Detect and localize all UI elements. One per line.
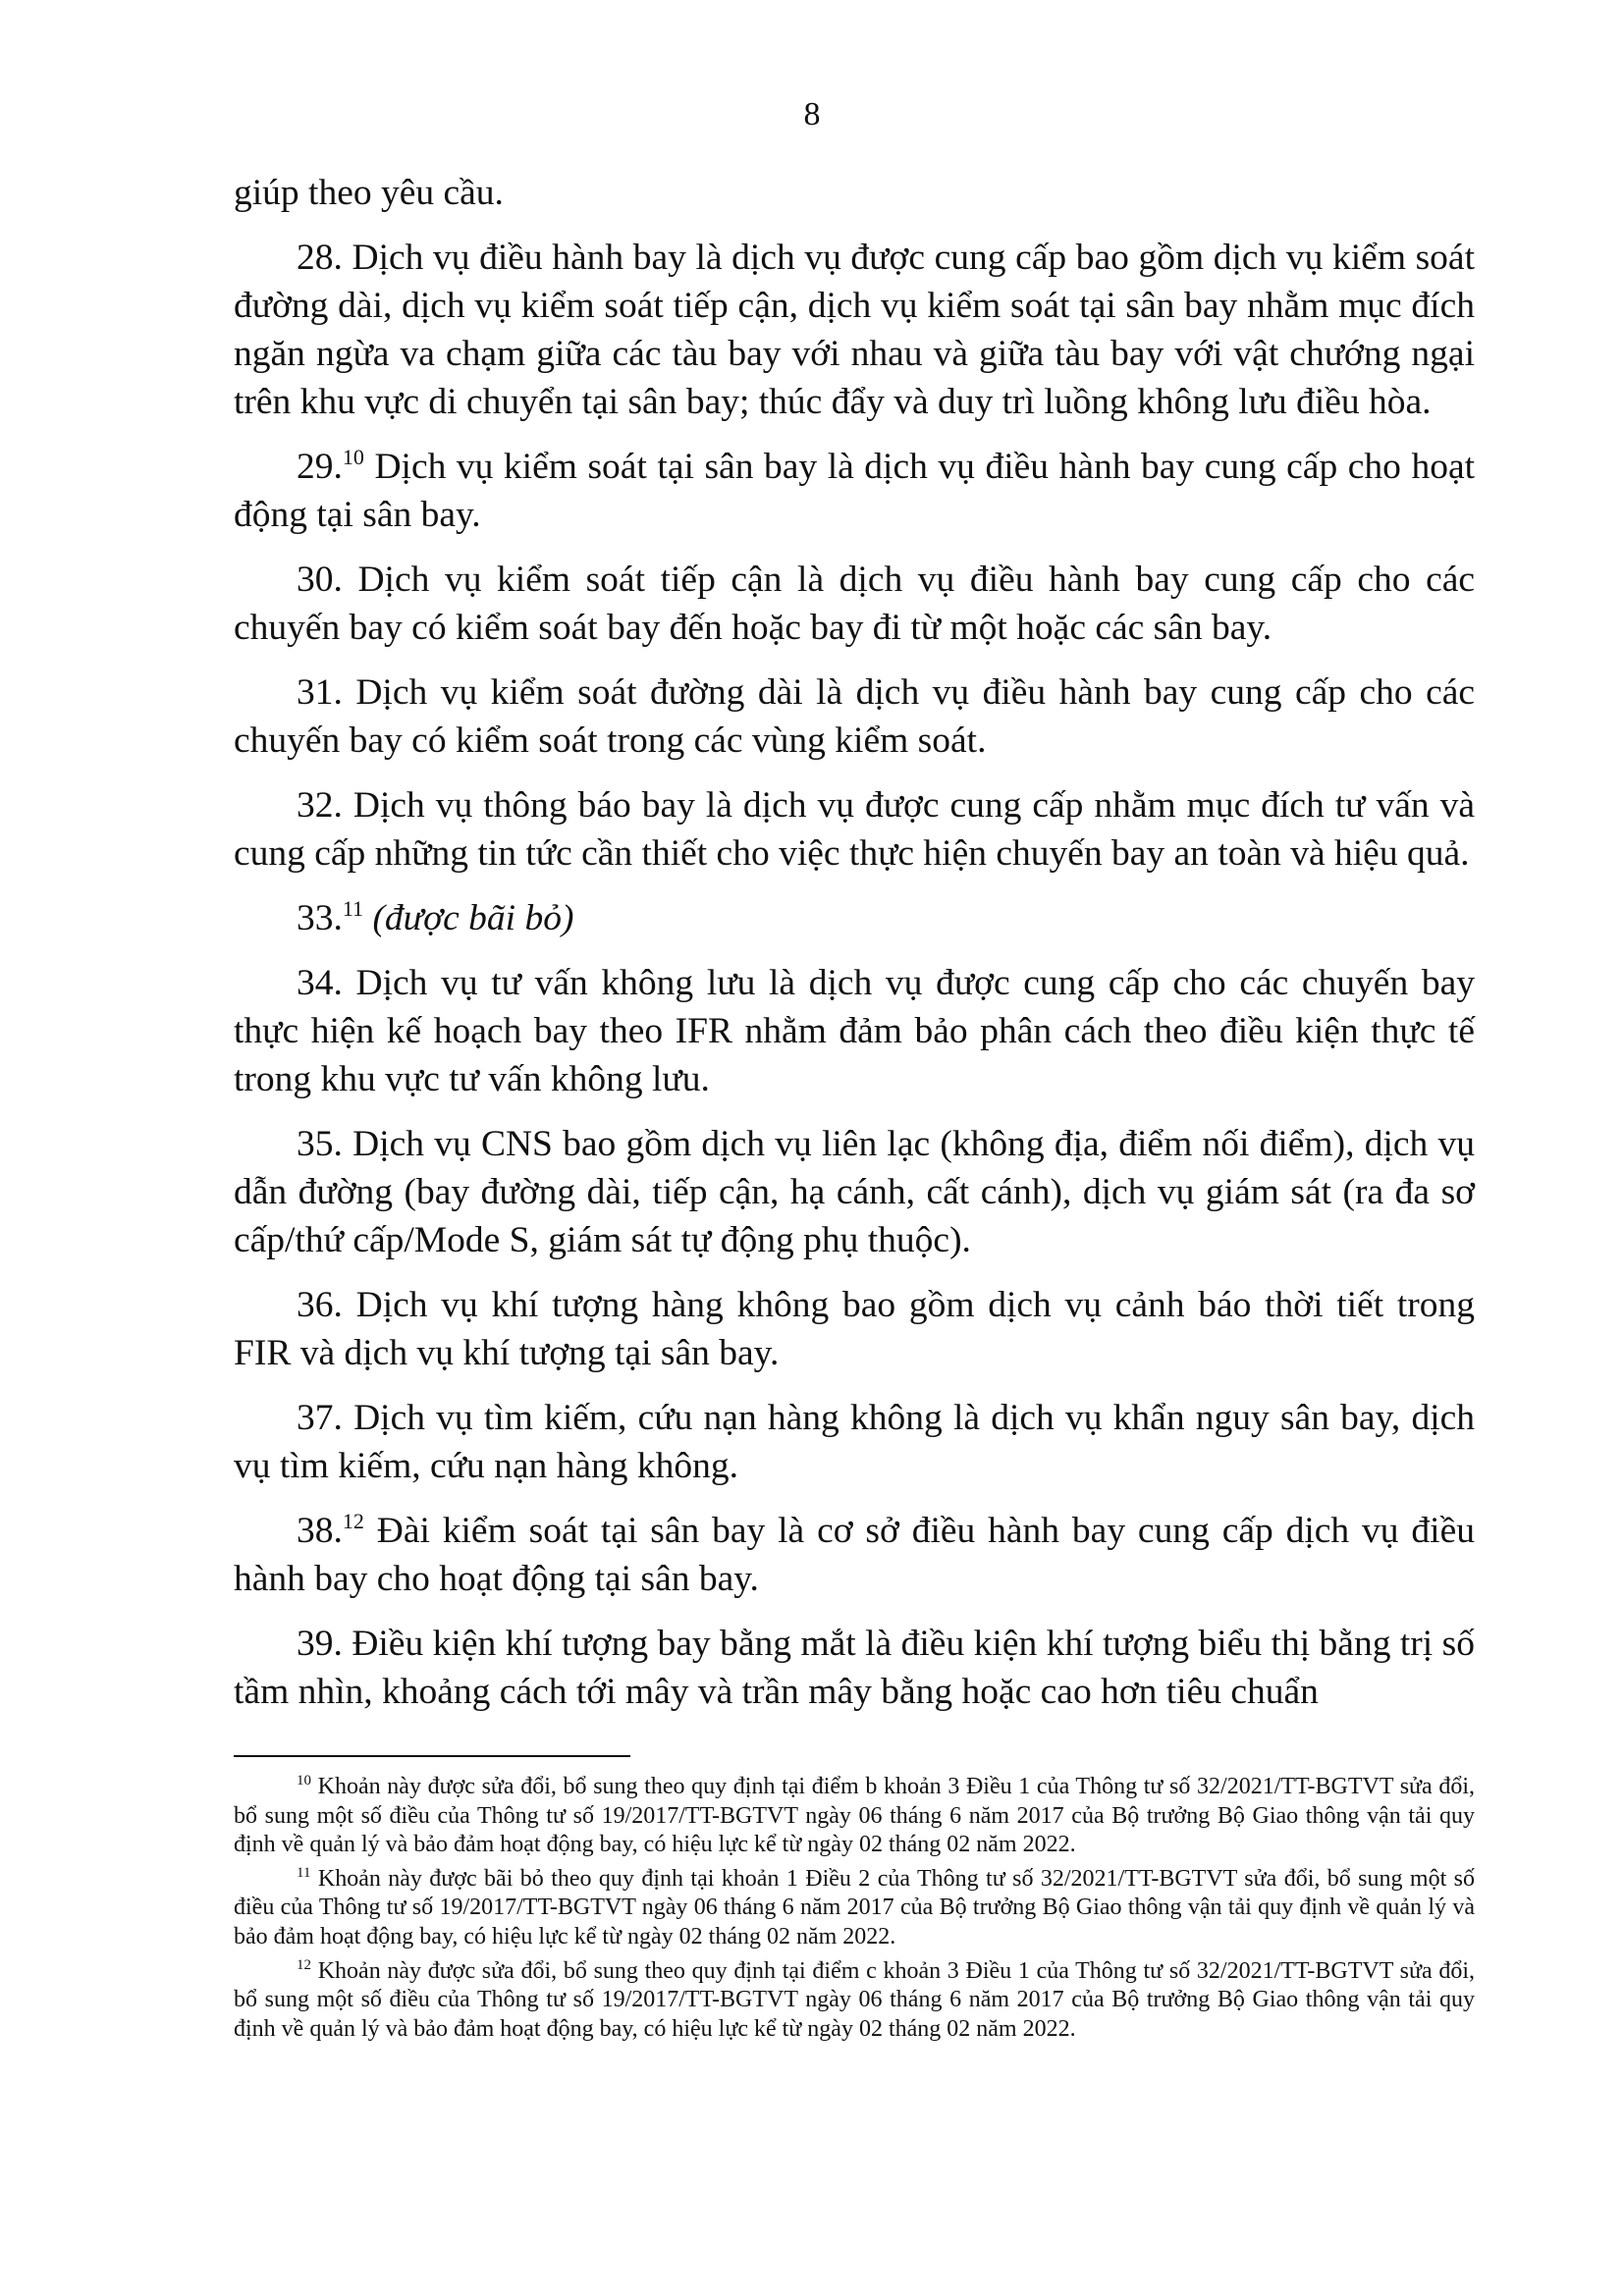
paragraph-number: 28.	[297, 238, 343, 278]
paragraph	[234, 1507, 1475, 1603]
paragraph-number: 35.	[297, 1124, 343, 1164]
footnote-separator	[234, 1755, 630, 1757]
footnote-mark: 11	[297, 1864, 311, 1881]
paragraph	[234, 959, 1475, 1103]
footnote-reference: 10	[342, 445, 364, 469]
paragraph-number: 32.	[297, 785, 343, 826]
paragraph-text: Dịch vụ khí tượng hàng không bao gồm dịch vụ cảnh báo thời tiết trong FIR và dịch vụ khí tượng tại sân bay.	[234, 1285, 1476, 1373]
footnote-reference: 11	[342, 896, 364, 921]
paragraph-text: Dịch vụ tìm kiếm, cứu nạn hàng không là dịch vụ khẩn nguy sân bay, dịch vụ tìm kiếm, cứu nạn hàng không.	[234, 1398, 1476, 1486]
paragraph-text: (được bãi bỏ)	[372, 898, 574, 938]
footnote	[234, 1957, 1475, 2045]
paragraph-number: 29.	[297, 447, 343, 487]
paragraph-number: 31.	[297, 672, 343, 713]
paragraph-number: 37.	[297, 1398, 343, 1438]
document-body	[234, 169, 1475, 1733]
paragraph	[234, 1620, 1475, 1716]
paragraph	[234, 1281, 1475, 1377]
paragraph	[234, 894, 1475, 942]
paragraph	[234, 169, 1475, 217]
footnote-reference: 12	[342, 1509, 364, 1533]
footnote-mark: 12	[297, 1956, 311, 1973]
footnote	[234, 1773, 1475, 1860]
paragraph-text: Dịch vụ kiểm soát đường dài là dịch vụ điều hành bay cung cấp cho các chuyến bay có kiểm soát trong các vùng kiểm soát.	[234, 672, 1475, 761]
footnote	[234, 1865, 1475, 1952]
paragraph	[234, 781, 1475, 878]
paragraph-text: giúp theo yêu cầu.	[234, 173, 504, 213]
paragraph-text: Dịch vụ điều hành bay là dịch vụ được cung cấp bao gồm dịch vụ kiểm soát đường dài, dịch vụ kiểm soát tiếp cận, dịch vụ kiểm soát tại sân bay nhằm mục đích ngăn ngừa va chạm giữa các tàu bay với nhau và giữa tàu bay với vật chướng ngại trên khu vực di chuyển tại sân bay; thúc đẩy và duy trì luồng không lưu điều hòa.	[234, 238, 1475, 422]
paragraph-number: 39.	[297, 1624, 343, 1664]
paragraph-number: 38.	[297, 1511, 343, 1551]
paragraph-text: Dịch vụ thông báo bay là dịch vụ được cung cấp nhằm mục đích tư vấn và cung cấp những tin tức cần thiết cho việc thực hiện chuyến bay an toàn và hiệu quả.	[234, 785, 1475, 874]
paragraph-text: Dịch vụ CNS bao gồm dịch vụ liên lạc (không địa, điểm nối điểm), dịch vụ dẫn đường (bay đường dài, tiếp cận, hạ cánh, cất cánh), dịch vụ giám sát (ra đa sơ cấp/thứ cấp/Mode S, giám sát tự động phụ thuộc).	[234, 1124, 1475, 1260]
paragraph-text: Điều kiện khí tượng bay bằng mắt là điều kiện khí tượng biểu thị bằng trị số tầm nhìn, khoảng cách tới mây và trần mây bằng hoặc cao hơn tiêu chuẩn	[234, 1624, 1476, 1712]
footnotes-section	[234, 1773, 1475, 2049]
footnote-mark: 10	[297, 1773, 311, 1789]
paragraph-number: 34.	[297, 963, 343, 1003]
footnote-text: Khoản này được sửa đổi, bổ sung theo quy định tại điểm c khoản 3 Điều 1 của Thông tư số 32/2021/TT-BGTVT sửa đổi, bổ sung một số điều của Thông tư số 19/2017/TT-BGTVT ngày 06 tháng 6 năm 2017 của Bộ trưởng Bộ Giao thông vận tải quy định về quản lý và bảo đảm hoạt động bay, có hiệu lực kể từ ngày 02 tháng 02 năm 2022.	[234, 1957, 1475, 2042]
paragraph-number: 33.	[297, 898, 343, 938]
paragraph-text: Đài kiểm soát tại sân bay là cơ sở điều hành bay cung cấp dịch vụ điều hành bay cho hoạt động tại sân bay.	[234, 1511, 1475, 1599]
paragraph-number: 30.	[297, 560, 343, 600]
paragraph	[234, 556, 1475, 652]
paragraph	[234, 1394, 1475, 1490]
paragraph	[234, 443, 1475, 539]
footnote-text: Khoản này được sửa đổi, bổ sung theo quy định tại điểm b khoản 3 Điều 1 của Thông tư số 32/2021/TT-BGTVT sửa đổi, bổ sung một số điều của Thông tư số 19/2017/TT-BGTVT ngày 06 tháng 6 năm 2017 của Bộ trưởng Bộ Giao thông vận tải quy định về quản lý và bảo đảm hoạt động bay, có hiệu lực kể từ ngày 02 tháng 02 năm 2022.	[234, 1774, 1476, 1858]
paragraph-number: 36.	[297, 1285, 343, 1325]
paragraph	[234, 234, 1475, 426]
paragraph	[234, 1120, 1475, 1264]
paragraph-text: Dịch vụ kiểm soát tại sân bay là dịch vụ điều hành bay cung cấp cho hoạt động tại sân bay.	[234, 447, 1476, 535]
page-number: 8	[803, 96, 821, 133]
footnote-text: Khoản này được bãi bỏ theo quy định tại khoản 1 Điều 2 của Thông tư số 32/2021/TT-BGTVT sửa đổi, bổ sung một số điều của Thông tư số 19/2017/TT-BGTVT ngày 06 tháng 6 năm 2017 của Bộ trưởng Bộ Giao thông vận tải quy định về quản lý và bảo đảm hoạt động bay, có hiệu lực kể từ ngày 02 tháng 02 năm 2022.	[234, 1865, 1475, 1949]
paragraph-text: Dịch vụ tư vấn không lưu là dịch vụ được cung cấp cho các chuyến bay thực hiện kế hoạch bay theo IFR nhằm đảm bảo phân cách theo điều kiện thực tế trong khu vực tư vấn không lưu.	[234, 963, 1475, 1099]
paragraph-text: Dịch vụ kiểm soát tiếp cận là dịch vụ điều hành bay cung cấp cho các chuyến bay có kiểm soát bay đến hoặc bay đi từ một hoặc các sân bay.	[234, 560, 1476, 648]
paragraph	[234, 668, 1475, 765]
